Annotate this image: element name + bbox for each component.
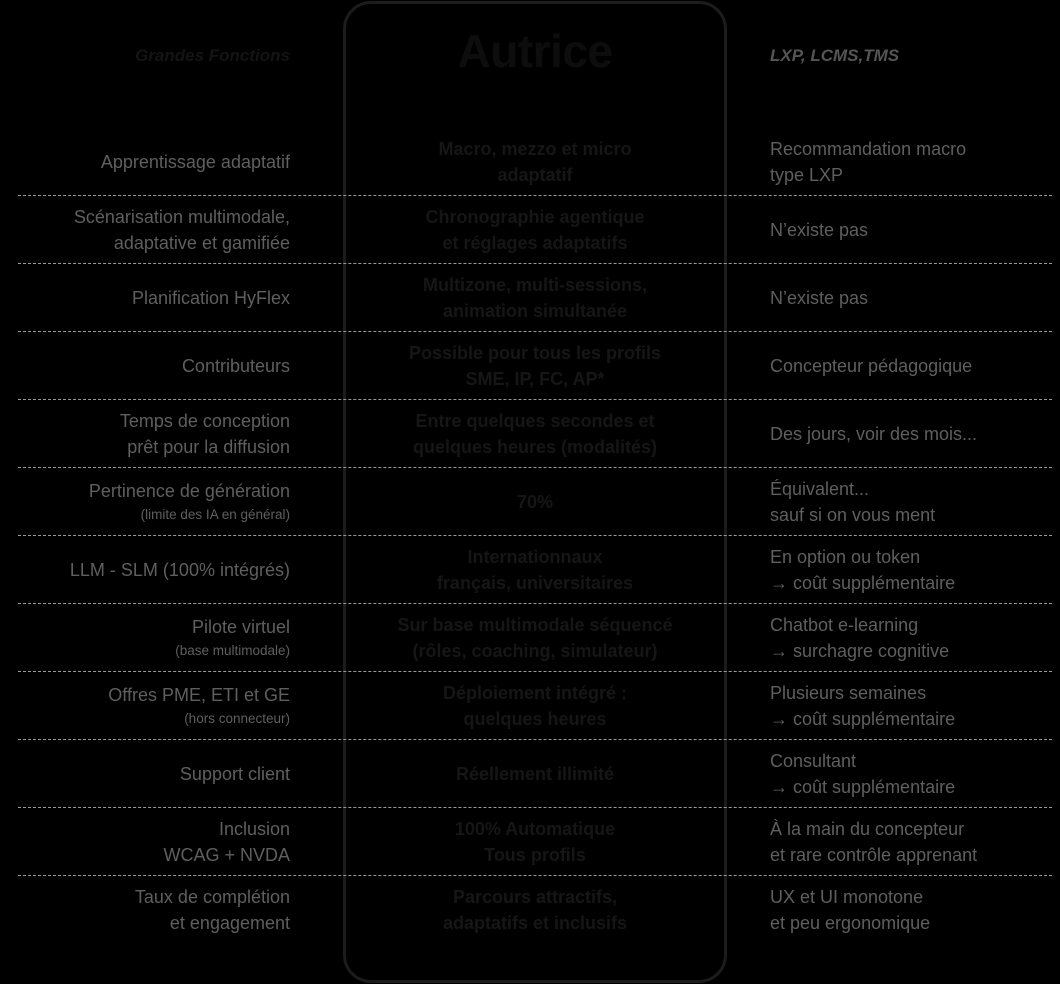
table-row: [0, 332, 1060, 400]
label-line: Scénarisation multimodale,: [73, 206, 290, 227]
autrice-value-cell: [346, 808, 724, 875]
function-label-cell: [0, 128, 290, 195]
lxp-value-cell: [770, 808, 1060, 875]
table-row: [0, 536, 1060, 604]
table-row: [0, 604, 1060, 672]
lxp-line: et rare contrôle apprenant: [770, 844, 978, 865]
lxp-line: UX et UI monotone: [770, 886, 924, 907]
autrice-line: 70%: [516, 491, 554, 512]
label-line: Support client: [179, 763, 290, 784]
lxp-value-cell: [770, 604, 1060, 671]
autrice-value-cell: [346, 264, 724, 331]
lxp-value-cell: [770, 876, 1060, 943]
autrice-value-cell: [346, 604, 724, 671]
lxp-value-cell: [770, 536, 1060, 603]
table-row: [0, 808, 1060, 876]
autrice-value-cell: [346, 468, 724, 535]
header-autrice: Autrice: [457, 25, 613, 77]
table-row: [0, 740, 1060, 808]
lxp-line: → coût supplémentaire: [770, 572, 956, 593]
label-line: Contributeurs: [181, 355, 290, 376]
label-line: Taux de complétion: [134, 886, 290, 907]
autrice-line: SME, IP, FC, AP*: [465, 368, 605, 389]
autrice-line: quelques heures: [463, 708, 607, 729]
lxp-line: Des jours, voir des mois...: [770, 423, 978, 444]
function-label-cell: [0, 604, 290, 671]
lxp-value-cell: [770, 672, 1060, 739]
label-line: Temps de conception: [119, 410, 290, 431]
lxp-value-cell: [770, 468, 1060, 535]
label-subtitle: (limite des IA en général): [140, 506, 290, 522]
autrice-line: adaptatifs et inclusifs: [442, 912, 628, 933]
autrice-line: Parcours attractifs,: [452, 886, 618, 907]
autrice-line: Tous profils: [484, 844, 586, 865]
function-label-cell: [0, 400, 290, 467]
autrice-line: quelques heures (modalités): [412, 436, 658, 457]
lxp-line: → surchagre cognitive: [770, 640, 950, 661]
autrice-value-cell: [346, 332, 724, 399]
lxp-line: En option ou token: [770, 546, 921, 567]
lxp-line: Chatbot e-learning: [770, 614, 919, 635]
autrice-line: et réglages adaptatifs: [442, 232, 628, 253]
lxp-line: sauf si on vous ment: [770, 504, 936, 525]
function-label-cell: [0, 672, 290, 739]
autrice-line: animation simultanée: [442, 300, 628, 321]
autrice-value-cell: [346, 740, 724, 807]
lxp-value-cell: [770, 400, 1060, 467]
autrice-line: Internationnaux: [467, 546, 603, 567]
label-line: prêt pour la diffusion: [127, 436, 290, 457]
autrice-line: Multizone, multi-sessions,: [422, 274, 648, 295]
label-line: adaptative et gamifiée: [113, 232, 290, 253]
header-functions: Grandes Fonctions: [135, 46, 290, 65]
label-line: Pertinence de génération: [88, 480, 290, 501]
lxp-value-cell: [770, 264, 1060, 331]
label-line: Apprentissage adaptatif: [100, 151, 290, 172]
autrice-line: adaptatif: [497, 164, 573, 185]
function-label-cell: [0, 876, 290, 943]
autrice-value-cell: [346, 128, 724, 195]
table-row: [0, 672, 1060, 740]
autrice-line: Macro, mezzo et micro: [438, 138, 632, 159]
lxp-line: À la main du concepteur: [770, 818, 965, 839]
function-label-cell: [0, 196, 290, 263]
table-row: [0, 196, 1060, 264]
lxp-line: → coût supplémentaire: [770, 708, 956, 729]
function-label-cell: [0, 332, 290, 399]
lxp-line: Équivalent...: [770, 478, 870, 499]
lxp-line: Consultant: [770, 750, 857, 771]
function-label-cell: [0, 740, 290, 807]
label-line: Pilote virtuel: [191, 616, 290, 637]
function-label-cell: [0, 468, 290, 535]
function-label-cell: [0, 808, 290, 875]
autrice-value-cell: [346, 672, 724, 739]
lxp-value-cell: [770, 196, 1060, 263]
label-line: et engagement: [169, 912, 290, 933]
label-line: Planification HyFlex: [131, 287, 290, 308]
table-row: [0, 264, 1060, 332]
autrice-line: 100% Automatique: [454, 818, 616, 839]
comparison-table: [0, 128, 1060, 944]
autrice-value-cell: [346, 196, 724, 263]
lxp-line: type LXP: [770, 164, 844, 185]
autrice-value-cell: [346, 536, 724, 603]
autrice-line: français, universitaires: [436, 572, 634, 593]
lxp-line: Plusieurs semaines: [770, 682, 927, 703]
table-row: [0, 128, 1060, 196]
header-competitors: LXP, LCMS,TMS: [770, 46, 900, 65]
autrice-line: Déploiement intégré :: [442, 682, 628, 703]
lxp-value-cell: [770, 128, 1060, 195]
label-line: Offres PME, ETI et GE: [108, 684, 290, 705]
autrice-line: Possible pour tous les profils: [408, 342, 662, 363]
lxp-line: N’existe pas: [770, 287, 869, 308]
table-row: [0, 468, 1060, 536]
function-label-cell: [0, 536, 290, 603]
lxp-line: Recommandation macro: [770, 138, 967, 159]
table-row: [0, 400, 1060, 468]
label-subtitle: (hors connecteur): [184, 710, 290, 726]
autrice-line: Sur base multimodale séquencé: [397, 614, 673, 635]
autrice-line: Chronographie agentique: [425, 206, 645, 227]
lxp-value-cell: [770, 740, 1060, 807]
autrice-line: (rôles, coaching, simulateur): [412, 640, 658, 661]
label-line: Inclusion: [218, 818, 290, 839]
table-row: [0, 876, 1060, 944]
lxp-line: Concepteur pédagogique: [770, 355, 973, 376]
autrice-line: Entre quelques secondes et: [415, 410, 655, 431]
function-label-cell: [0, 264, 290, 331]
lxp-line: N’existe pas: [770, 219, 869, 240]
autrice-value-cell: [346, 876, 724, 943]
autrice-value-cell: [346, 400, 724, 467]
label-line: WCAG + NVDA: [163, 844, 290, 865]
lxp-value-cell: [770, 332, 1060, 399]
autrice-line: Réellement illimité: [455, 763, 615, 784]
label-subtitle: (base multimodale): [175, 642, 290, 658]
lxp-line: et peu ergonomique: [770, 912, 931, 933]
lxp-line: → coût supplémentaire: [770, 776, 956, 797]
label-line: LLM - SLM (100% intégrés): [69, 559, 290, 580]
